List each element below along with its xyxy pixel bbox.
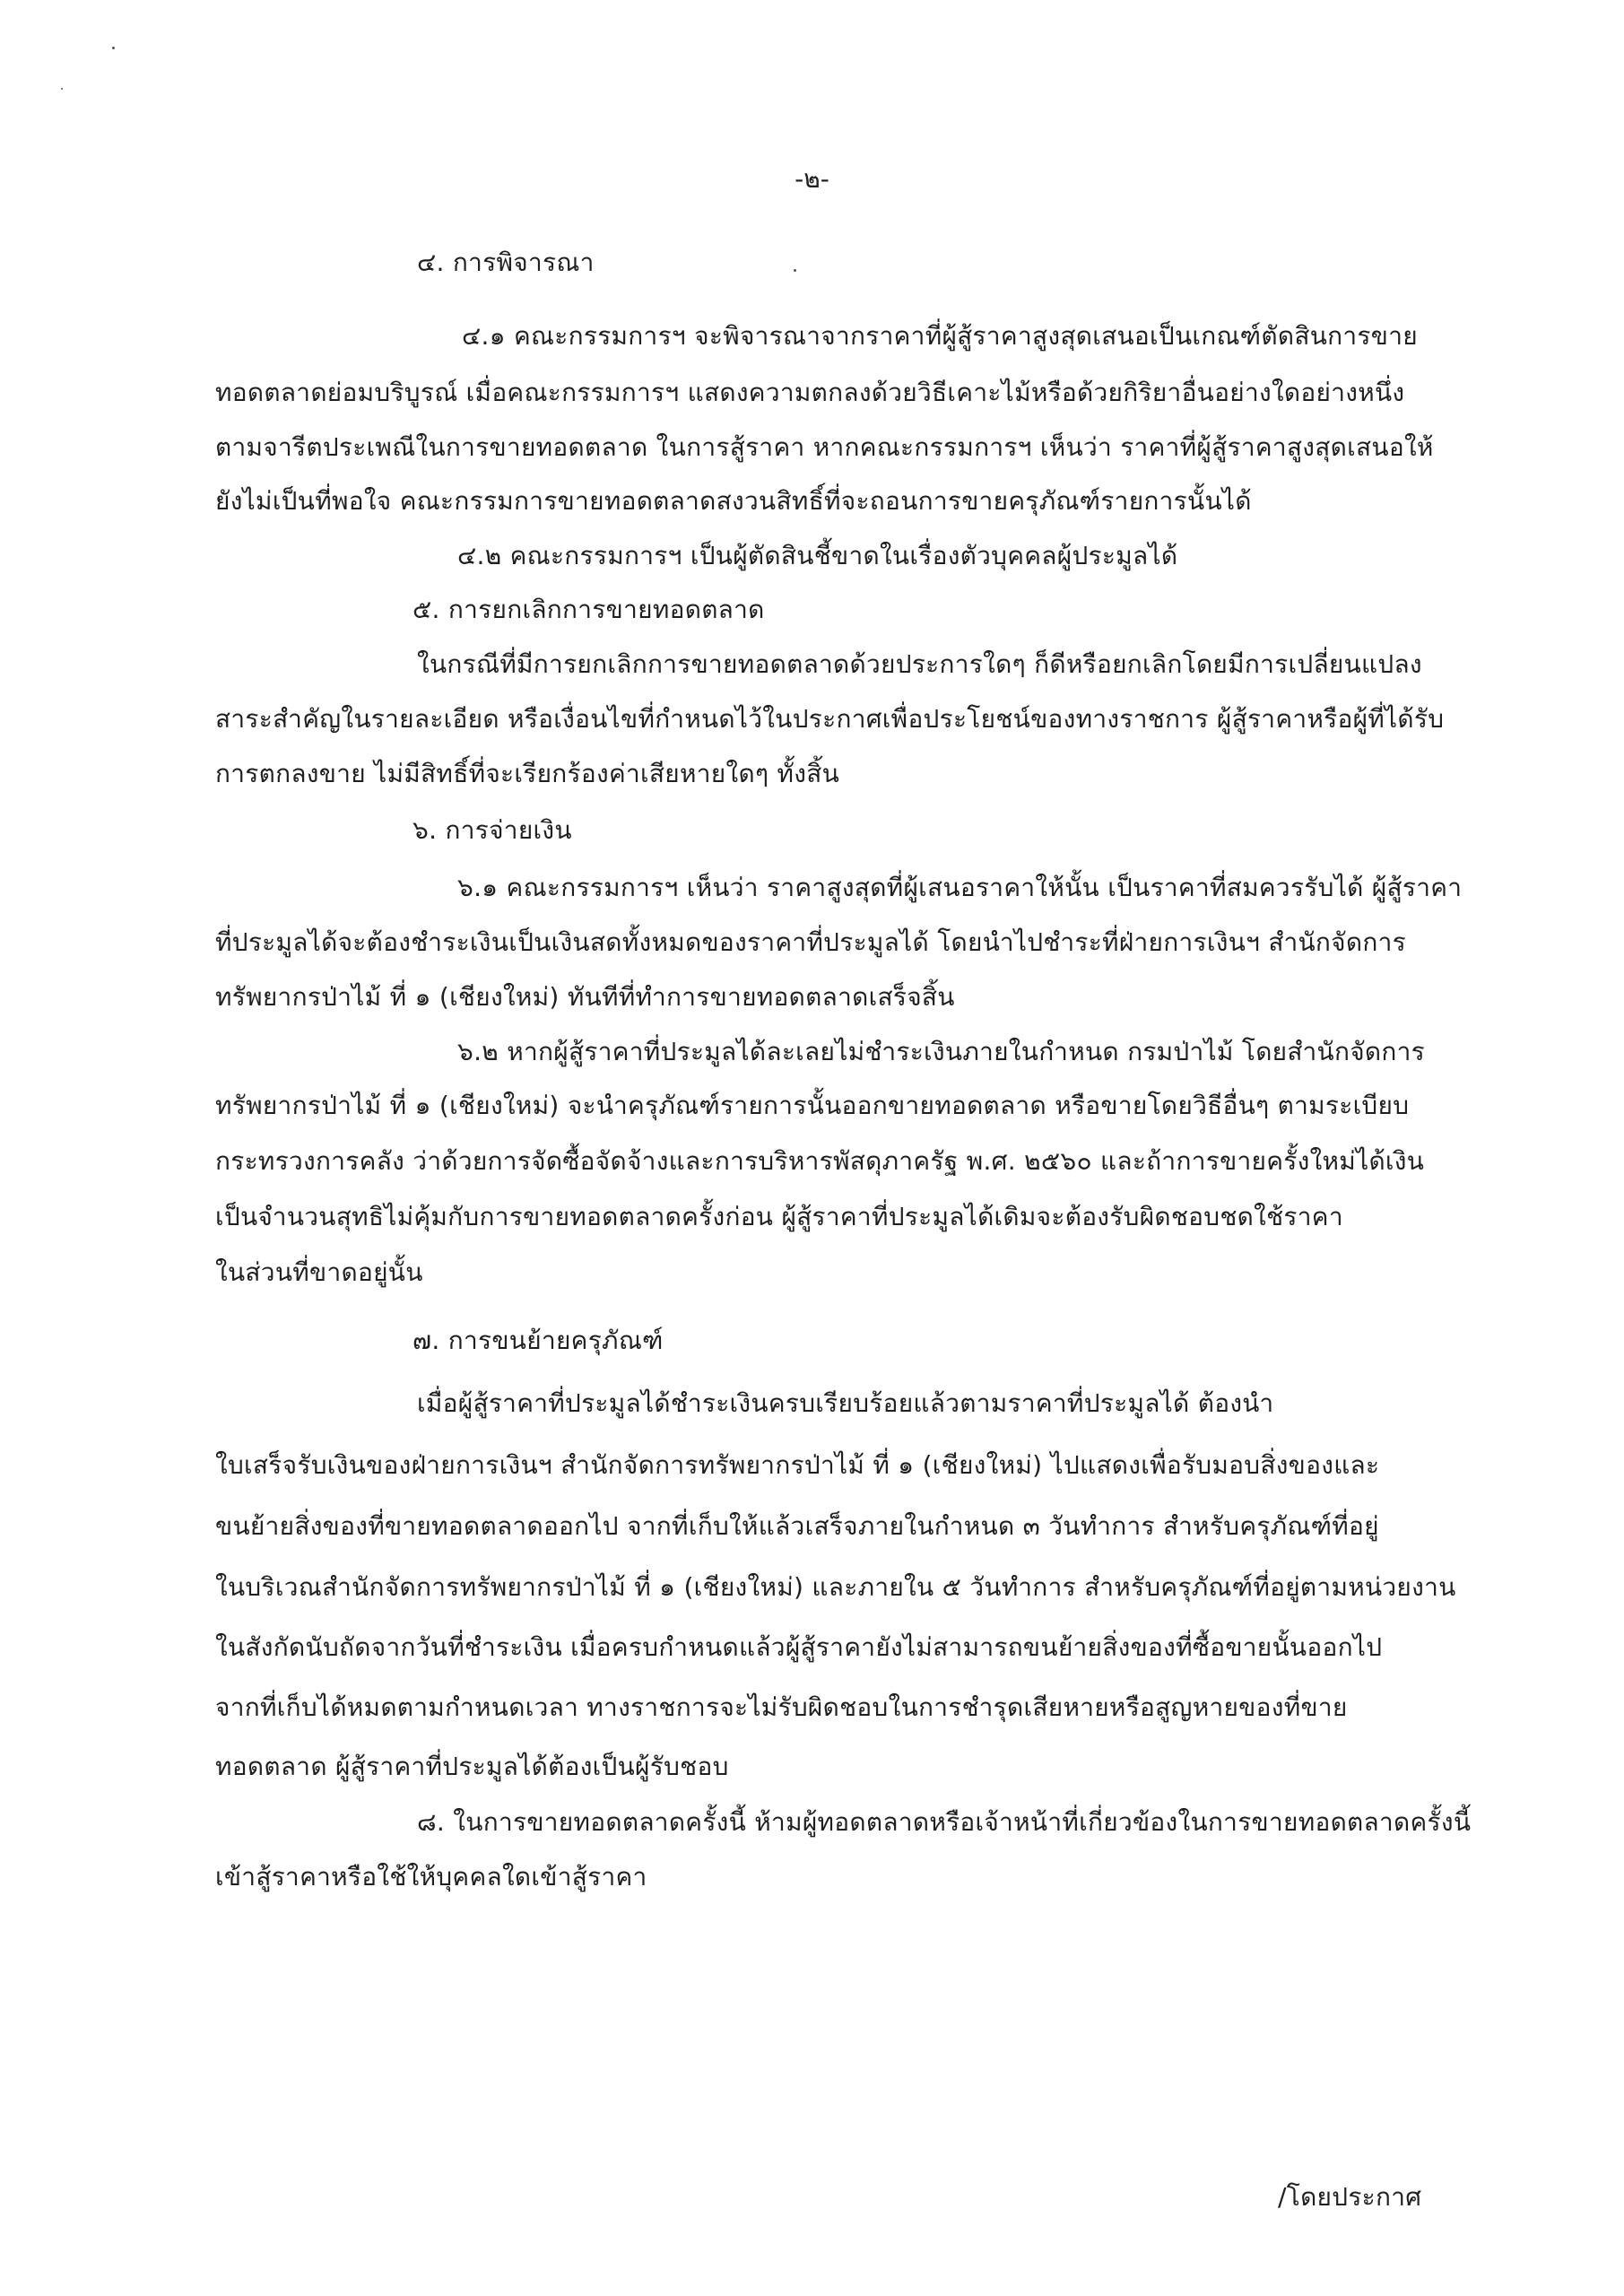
paragraph-line: สาระสำคัญในรายละเอียด หรือเงื่อนไขที่กำหนดไว้ในประกาศเพื่อประโยชน์ของทางราชการ ผู้สู้ราคาหรือผู้ที่ได้รับ [215, 704, 1445, 734]
paragraph-line: ในส่วนที่ขาดอยู่นั้น [215, 1257, 423, 1287]
paragraph-line: ในกรณีที่มีการยกเลิกการขายทอดตลาดด้วยประการใดๆ ก็ดีหรือยกเลิกโดยมีการเปลี่ยนแปลง [417, 649, 1422, 679]
paragraph-line: เข้าสู้ราคาหรือใช้ให้บุคคลใดเข้าสู้ราคา [215, 1862, 647, 1892]
paragraph-line: ยังไม่เป็นที่พอใจ คณะกรรมการขายทอดตลาดสงวนสิทธิ์ที่จะถอนการขายครุภัณฑ์รายการนั้นได้ [215, 486, 1252, 516]
continuation-note: /โดยประกาศ [1278, 2182, 1422, 2212]
section-4-heading: ๔. การพิจารณา [417, 248, 595, 277]
scan-speck [112, 47, 115, 49]
paragraph-line: ทอดตลาด ผู้สู้ราคาที่ประมูลได้ต้องเป็นผู้รับชอบ [215, 1752, 729, 1781]
paragraph-line: ขนย้ายสิ่งของที่ขายทอดตลาดออกไป จากที่เก็บให้แล้วเสร็จภายในกำหนด ๓ วันทำการ สำหรับครุภัณฑ์ที่อยู่ [215, 1511, 1379, 1541]
paragraph-line: ที่ประมูลได้จะต้องชำระเงินเป็นเงินสดทั้งหมดของราคาที่ประมูลได้ โดยนำไปชำระที่ฝ่ายการเงินฯ สำนักจัดการ [215, 927, 1406, 957]
paragraph-line: การตกลงขาย ไม่มีสิทธิ์ที่จะเรียกร้องค่าเสียหายใดๆ ทั้งสิ้น [215, 759, 840, 788]
scan-speck [794, 269, 796, 272]
paragraph-line: ๖.๒ หากผู้สู้ราคาที่ประมูลได้ละเลยไม่ชำระเงินภายในกำหนด กรมป่าไม้ โดยสำนักจัดการ [457, 1037, 1426, 1066]
paragraph-line: ใบเสร็จรับเงินของฝ่ายการเงินฯ สำนักจัดการทรัพยากรป่าไม้ ที่ ๑ (เชียงใหม่) ไปแสดงเพื่อรับมอบสิ่งของและ [215, 1450, 1380, 1480]
scan-speck [61, 88, 63, 90]
paragraph-line: ในสังกัดนับถัดจากวันที่ชำระเงิน เมื่อครบกำหนดแล้วผู้สู้ราคายังไม่สามารถขนย้ายสิ่งของที่ซื้อขายนั้นออกไป [215, 1632, 1383, 1662]
paragraph-line: ทรัพยากรป่าไม้ ที่ ๑ (เชียงใหม่) จะนำครุภัณฑ์รายการนั้นออกขายทอดตลาด หรือขายโดยวิธีอื่นๆ ตามระเบียบ [215, 1091, 1410, 1120]
section-6-heading: ๖. การจ่ายเงิน [413, 815, 572, 845]
section-7-heading: ๗. การขนย้ายครุภัณฑ์ [413, 1326, 664, 1355]
paragraph-line: ๖.๑ คณะกรรมการฯ เห็นว่า ราคาสูงสุดที่ผู้เสนอราคาให้นั้น เป็นราคาที่สมควรรับได้ ผู้สู้ราคา [457, 873, 1463, 902]
section-5-heading: ๕. การยกเลิกการขายทอดตลาด [413, 595, 765, 624]
paragraph-line: เป็นจำนวนสุทธิไม่คุ้มกับการขายทอดตลาดครั้งก่อน ผู้สู้ราคาที่ประมูลได้เดิมจะต้องรับผิดชอบชดใช้ราคา [215, 1202, 1343, 1231]
paragraph-line: ทรัพยากรป่าไม้ ที่ ๑ (เชียงใหม่) ทันทีที่ทำการขายทอดตลาดเสร็จสิ้น [215, 982, 955, 1012]
paragraph-line: ในบริเวณสำนักจัดการทรัพยากรป่าไม้ ที่ ๑ (เชียงใหม่) และภายใน ๕ วันทำการ สำหรับครุภัณฑ์ที่อยู่ตามหน่วยงาน [215, 1572, 1456, 1602]
paragraph-line: จากที่เก็บได้หมดตามกำหนดเวลา ทางราชการจะไม่รับผิดชอบในการชำรุดเสียหายหรือสูญหายของที่ขาย [215, 1692, 1348, 1722]
paragraph-line: ทอดตลาดย่อมบริบูรณ์ เมื่อคณะกรรมการฯ แสดงความตกลงด้วยวิธีเคาะไม้หรือด้วยกิริยาอื่นอย่างใดอย่างหนึ่ง [215, 378, 1405, 407]
page-number: -๒- [795, 164, 829, 194]
paragraph-line: ๔.๑ คณะกรรมการฯ จะพิจารณาจากราคาที่ผู้สู้ราคาสูงสุดเสนอเป็นเกณฑ์ตัดสินการขาย [462, 321, 1418, 351]
paragraph-line: เมื่อผู้สู้ราคาที่ประมูลได้ชำระเงินครบเรียบร้อยแล้วตามราคาที่ประมูลได้ ต้องนำ [417, 1388, 1274, 1418]
paragraph-line: ตามจารีตประเพณีในการขายทอดตลาด ในการสู้ราคา หากคณะกรรมการฯ เห็นว่า ราคาที่ผู้สู้ราคาสูงสุดเสนอให้ [215, 432, 1434, 462]
section-8-line: ๘. ในการขายทอดตลาดครั้งนี้ ห้ามผู้ทอดตลาดหรือเจ้าหน้าที่เกี่ยวข้องในการขายทอดตลาดครั้งนี้ [417, 1807, 1472, 1837]
paragraph-line: กระทรวงการคลัง ว่าด้วยการจัดซื้อจัดจ้างและการบริหารพัสดุภาครัฐ พ.ศ. ๒๕๖๐ และถ้าการขายครั้งใหม่ได้เงิน [215, 1146, 1425, 1176]
paragraph-line: ๔.๒ คณะกรรมการฯ เป็นผู้ตัดสินชี้ขาดในเรื่องตัวบุคคลผู้ประมูลได้ [457, 541, 1178, 570]
